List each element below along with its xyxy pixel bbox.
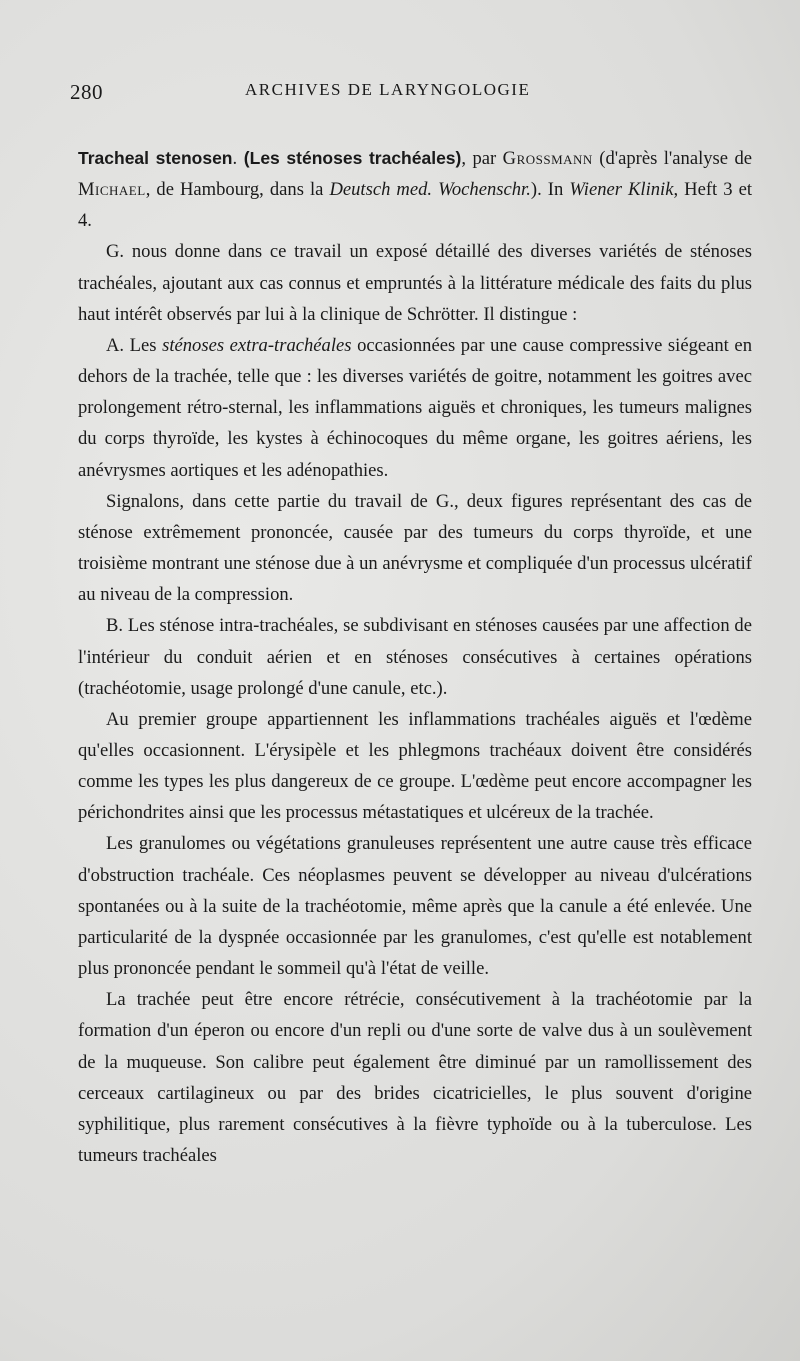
journal-title: ARCHIVES DE LARYNGOLOGIE <box>245 80 531 99</box>
paragraph-trachee: La trachée peut être encore rétrécie, consécutivement à la trachéotomie par la formation d'un éperon ou encore d'un repli ou d'une sorte de valve dus à un soulèvement de la muqueuse. Son calibre peut également être diminué par un ramollissement des cerceaux cartilagineux ou par des brides cicatricielles, le plus souvent d'origine syphilitique, plus rarement consécutives à la fièvre typhoïde ou à la tuberculose. Les tumeurs trachéales <box>78 989 752 1166</box>
bibliographic-reference: Tracheal stenosen. (Les sténoses trachéales), par Grossmann (d'après l'analyse de Michael, de Hambourg, dans la Deutsch med. Wochenschr.). In Wiener Klinik, Heft 3 et 4. <box>78 148 753 232</box>
running-head <box>70 80 750 110</box>
reference-issue: , Heft 3 et 4. <box>78 179 753 232</box>
reference-source-2: Wiener Klinik <box>569 179 674 201</box>
paragraph-a-lead: A. Les <box>106 334 163 356</box>
paragraph-inflammations: Au premier groupe appartiennent les inflammations trachéales aiguës et l'œdème qu'elles occasionnent. L'érysipèle et les phlegmons trachéaux doivent être considérés comme les types les plus dangereux de ce groupe. L'œdème peut encore accompagner les périchondrites ainsi que les processus métastatiques et ulcéreux de la trachée. <box>78 708 752 824</box>
reference-by: , par <box>461 148 503 169</box>
page-number: 280 <box>70 80 103 104</box>
paragraph-b: B. Les sténose intra-trachéales, se subdivisant en sténoses causées par une affection de l'intérieur du conduit aérien et en sténoses consécutives à certaines opérations (trachéotomie, usage prolongé d'une canule, etc.). <box>78 615 752 699</box>
reference-author: Grossmann <box>502 148 593 169</box>
reference-source-1: Deutsch med. Wochenschr. <box>329 179 531 201</box>
reference-title: Tracheal stenosen <box>78 148 233 168</box>
paragraph-a-rest: occasionnées par une cause compressive siégeant en dehors de la trachée, telle que : les diverses variétés de goitre, notamment les goitres avec prolongement rétro-sternal, les inflammations aiguës et chroniques, les tumeurs malignes du corps thyroïde, les kystes à échinocoques du même organe, les goitres aériens, les anévrysmes aortiques et les adénopathies. <box>78 334 752 481</box>
reference-subtitle: (Les sténoses trachéales) <box>237 148 462 168</box>
paragraph-a-emphasis: sténoses extra-trachéales <box>162 334 352 356</box>
paragraph-intro: G. nous donne dans ce travail un exposé détaillé des diverses variétés de sténoses trachéales, ajoutant aux cas connus et empruntés à la littérature médicale des faits du plus haut intérêt observés par lui à la clinique de Schrötter. Il distingue : <box>78 241 752 325</box>
paragraph-granulomes: Les granulomes ou végétations granuleuses représentent une autre cause très efficace d'obstruction trachéale. Ces néoplasmes peuvent se développer au niveau d'ulcérations spontanées ou à la suite de la trachéotomie, même après que la canule a été enlevée. Une particularité de la dyspnée occasionnée par les granulomes, c'est qu'elle est notablement plus prononcée pendant le sommeil qu'à l'état de veille. <box>78 833 752 980</box>
reference-city: , de Hambourg, dans la <box>145 179 330 201</box>
paragraph-figures: Signalons, dans cette partie du travail de G., deux figures représentant des cas de sténose extrêmement prononcée, causée par des tumeurs du corps thyroïde, et une troisième montrant une sténose due à un anévrysme et compliquée d'un processus ulcératif au niveau de la compression. <box>78 490 752 606</box>
reference-after-author: (d'après l'analyse de <box>592 148 753 169</box>
reference-reviewer: Michael <box>78 179 146 201</box>
reference-source-join: ). In <box>530 179 570 201</box>
paragraph-a <box>78 330 752 486</box>
article-body <box>78 143 752 1171</box>
